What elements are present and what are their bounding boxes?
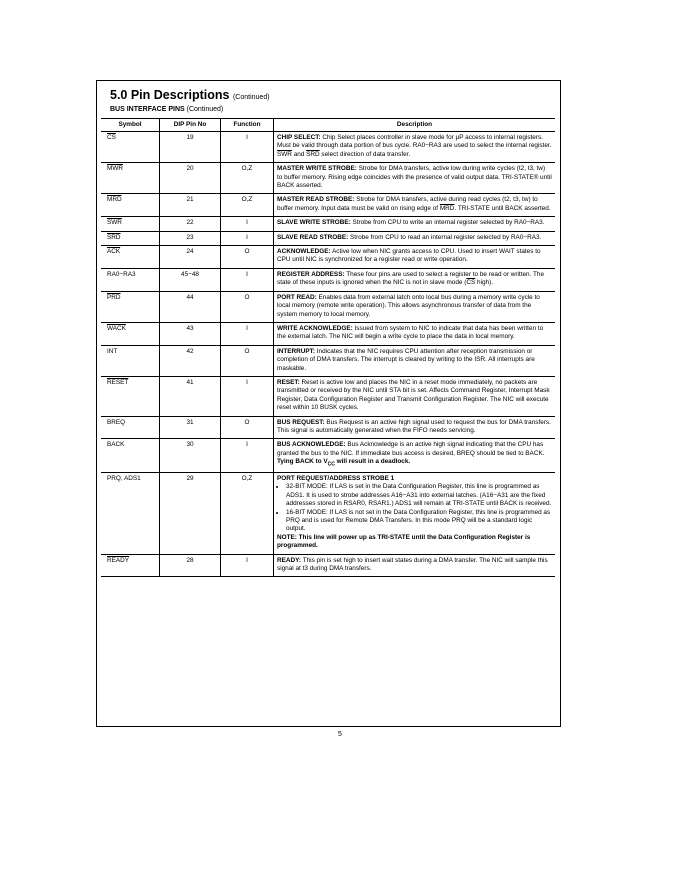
table-row [101,439,555,473]
col-symbol: Symbol [101,119,160,132]
pin-dip: 23 [160,231,221,245]
pin-dip: 29 [160,472,221,554]
table-row [101,194,555,217]
pin-symbol: $\overline{MRD}$ [101,194,160,217]
table-row [101,163,555,194]
pin-symbol: BREQ [101,416,160,439]
pin-function: I [221,322,274,345]
page-number: 5 [338,731,342,738]
pin-function: O [221,246,274,269]
pin-dip: 44 [160,291,221,322]
list-item: • 32-BIT MODE: If LAS is set in the Data Configuration Register, this line is programmed as ADS1. It is used to strobe addresses A16−A31 into external latches. (A16−A31 are the fixed addresses stored in RSAR0, RSAR1.) ADS1 will remain at TRI-STATE until BACK is received. [286,483,552,508]
note: NOTE: This line will power up as TRI-STATE until the Data Configuration Register is programmed. [277,533,531,550]
table-row [101,268,555,291]
table-row [101,231,555,245]
col-function: Function [221,119,274,132]
pin-description: PORT REQUEST/ADDRESS STROBE 1 • 32-BIT MODE: If LAS is set in the Data Configuration Register, this line is programmed as ADS1. It is used to strobe addresses A16−A31 into external latches. (A16−A31 are the fixed addresses stored in RSAR0, RSAR1.) ADS1 will remain at TRI-STATE until BACK is received. • 16-BIT MODE: If LAS is not set in the Data Configuration Register, this line is programmed as PRQ and is used for Remote DMA Transfers. In this mode PRQ will be a standard logic output. NOTE: This line will power up as TRI-STATE until the Data Configuration Register is programmed. [274,472,556,554]
pin-function: I [221,132,274,163]
table-row [101,246,555,269]
table-row [101,322,555,345]
table-row [101,416,555,439]
pin-function: O,Z [221,194,274,217]
pin-function: O [221,416,274,439]
pin-symbol: $\overline{SRD}$ [101,231,160,245]
pin-symbol: BACK [101,439,160,473]
pin-symbol: $\overline{CS}$ [101,132,160,163]
pin-description: RESET: Reset is active low and places the NIC in a reset mode immediately, no packets are transmitted or received by the NIC until STA bit is set. Affects Command Register, Interrupt Mask Register, Data Configuration Register and Transmit Configuration Register. The NIC will execute reset within 10 BUSK cycles. [274,376,556,416]
pin-table [101,118,555,577]
pin-symbol: $\overline{MWR}$ [101,163,160,194]
section-title: 5.0 Pin Descriptions (Continued) [110,88,270,102]
pin-dip: 43 [160,322,221,345]
pin-dip: 19 [160,132,221,163]
pin-function: I [221,376,274,416]
col-dip: DIP Pin No [160,119,221,132]
pin-dip: 28 [160,554,221,577]
pin-function: O [221,345,274,376]
pin-dip: 22 [160,217,221,231]
col-description: Description [274,119,556,132]
pin-description: MASTER READ STROBE: Strobe for DMA transfers, active during read cycles (t2, t3, tw) to buffer memory. Input data must be valid on rising edge of $\overline{MRD}$. TRI-STATE until BACK asserted. [274,194,556,217]
table-row [101,217,555,231]
pin-function: I [221,217,274,231]
pin-description: MASTER WRITE STROBE: Strobe for DMA transfers, active low during write cycles (t2, t3, tw) to buffer memory. Rising edge coincides with the presence of valid output data. TRI-STATE® until BACK asserted. [274,163,556,194]
pin-description: PORT READ: Enables data from external latch onto local bus during a memory write cycle to local memory (remote write operation). This allows asynchronous transfer of data from the system memory to local memory. [274,291,556,322]
pin-symbol: RA0−RA3 [101,268,160,291]
section-subtitle-suffix: (Continued) [186,106,224,113]
pin-symbol: READY [101,554,160,577]
pin-function: O,Z [221,163,274,194]
table-header-row [101,119,555,132]
pin-description: BUS REQUEST: Bus Request is an active high signal used to request the bus for DMA transfers. This signal is automatically generated when the FIFO needs servicing. [274,416,556,439]
pin-dip: 30 [160,439,221,473]
pin-description: SLAVE WRITE STROBE: Strobe from CPU to write an internal register selected by RA0−RA3. [274,217,556,231]
pin-function: O,Z [221,472,274,554]
pin-dip: 31 [160,416,221,439]
table-row [101,554,555,577]
table-row [101,376,555,416]
pin-dip: 41 [160,376,221,416]
table-row [101,132,555,163]
pin-symbol: RESET [101,376,160,416]
section-title-suffix: (Continued) [232,94,270,101]
pin-description: WRITE ACKNOWLEDGE: Issued from system to NIC to indicate that data has been written to the external latch. The NIC will begin a write cycle to place the data in local memory. [274,322,556,345]
section-subtitle: BUS INTERFACE PINS (Continued) [110,106,224,113]
pin-dip: 45−48 [160,268,221,291]
pin-function: I [221,268,274,291]
pin-dip: 20 [160,163,221,194]
table-row [101,472,555,554]
pin-dip: 21 [160,194,221,217]
pin-function: O [221,291,274,322]
pin-description: INTERRUPT: Indicates that the NIC requires CPU attention after reception transmission or completion of DMA transfers. The interrupt is cleared by writing to the ISR. All interrupts are maskable. [274,345,556,376]
pin-symbol: INT [101,345,160,376]
pin-symbol: PRQ, ADS1 [101,472,160,554]
pin-description: BUS ACKNOWLEDGE: Bus Acknowledge is an active high signal indicating that the CPU has granted the bus to the NIC. If immediate bus access is desired, BREQ should be tied to BACK. Tying BACK to $V_{CC}$ will result in a deadlock. [274,439,556,473]
pin-symbol: $\overline{ACK}$ [101,246,160,269]
pin-symbol: WACK [101,322,160,345]
pin-symbol: $\overline{SWR}$ [101,217,160,231]
pin-description: REGISTER ADDRESS: These four pins are used to select a register to be read or written. The state of these inputs is ignored when the NIC is not in slave mode ($\overline{CS}$ high). [274,268,556,291]
pin-function: I [221,231,274,245]
pin-symbol: $\overline{PRD}$ [101,291,160,322]
list-item: • 16-BIT MODE: If LAS is not set in the Data Configuration Register, this line is programmed as PRQ and is used for Remote DMA Transfers. In this mode PRQ will be a standard logic output. [286,509,552,534]
pin-dip: 24 [160,246,221,269]
pin-description: READY: This pin is set high to insert wait states during a DMA transfer. The NIC will sample this signal at t3 during DMA transfers. [274,554,556,577]
mode-list [277,483,552,533]
pin-description: ACKNOWLEDGE: Active low when NIC grants access to CPU. Used to insert WAIT states to CPU until NIC is synchronized for a register read or write operation. [274,246,556,269]
pin-function: I [221,439,274,473]
table-row [101,291,555,322]
pin-function: I [221,554,274,577]
pin-description: SLAVE READ STROBE: Strobe from CPU to read an internal register selected by RA0−RA3. [274,231,556,245]
pin-description: CHIP SELECT: Chip Select places controller in slave mode for μP access to internal registers. Must be valid through data portion of bus cycle. RA0−RA3 are used to select the internal register. $\overline{SWR}$ and $\overline{SRD}$ select direction of data transfer. [274,132,556,163]
pin-dip: 42 [160,345,221,376]
table-row [101,345,555,376]
